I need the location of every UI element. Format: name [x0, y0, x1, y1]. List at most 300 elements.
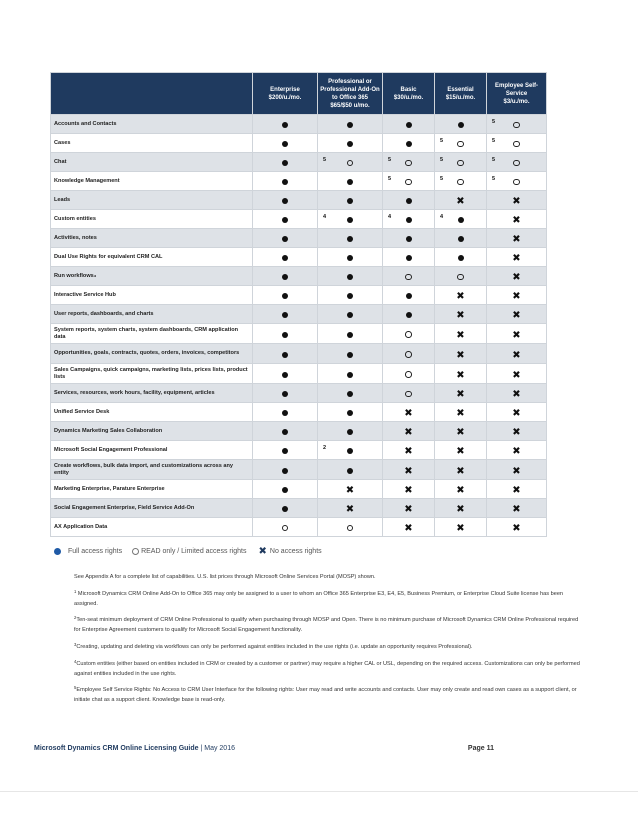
table-row [51, 153, 547, 172]
access-cell [435, 480, 487, 499]
feature-label: Run workflows₃ [51, 267, 253, 286]
header-blank [51, 73, 253, 115]
table-row [51, 460, 547, 480]
full-access-icon [282, 141, 288, 147]
footnote-ref: 5 [323, 157, 327, 163]
access-cell [487, 229, 547, 248]
access-cell [435, 134, 487, 153]
full-access-icon [347, 198, 353, 204]
full-access-icon [347, 217, 353, 223]
access-cell [435, 460, 487, 480]
access-cell [253, 172, 318, 191]
table-row [51, 229, 547, 248]
access-cell [383, 324, 435, 344]
no-access-icon: ✖ [345, 504, 355, 515]
access-cell [487, 305, 547, 324]
read-only-icon [457, 160, 464, 167]
access-cell [318, 115, 383, 134]
footnote-ref: 5 [492, 176, 496, 182]
feature-label: Custom entities [51, 210, 253, 229]
full-access-icon [282, 217, 288, 223]
full-access-icon [458, 217, 464, 223]
access-cell [253, 229, 318, 248]
full-access-icon [347, 391, 353, 397]
access-cell [318, 229, 383, 248]
full-access-icon [282, 468, 288, 474]
access-cell [435, 153, 487, 172]
full-access-icon [282, 160, 288, 166]
access-cell [435, 364, 487, 384]
full-access-icon [406, 255, 412, 261]
full-access-icon [406, 236, 412, 242]
access-cell [318, 267, 383, 286]
page-footer [34, 745, 494, 752]
read-only-icon [405, 331, 412, 338]
full-access-icon [347, 122, 353, 128]
read-only-icon [405, 371, 412, 378]
access-cell [318, 172, 383, 191]
matrix-body [51, 115, 547, 537]
table-row [51, 324, 547, 344]
feature-label: AX Application Data [51, 518, 253, 537]
access-cell [253, 210, 318, 229]
table-row [51, 344, 547, 364]
access-cell [318, 384, 383, 403]
full-access-icon [406, 217, 412, 223]
access-cell [487, 324, 547, 344]
access-cell [318, 134, 383, 153]
access-cell [435, 172, 487, 191]
no-access-icon: ✖ [404, 446, 413, 457]
access-cell [383, 499, 435, 518]
access-cell [318, 441, 383, 460]
feature-label: Leads [51, 191, 253, 210]
full-access-icon [282, 122, 288, 128]
footnote-ref: 5 [440, 138, 444, 144]
access-cell [435, 305, 487, 324]
table-row [51, 403, 547, 422]
access-cell [318, 324, 383, 344]
read-only-icon [405, 179, 412, 186]
feature-label: Knowledge Management [51, 172, 253, 191]
access-cell [253, 153, 318, 172]
full-access-icon [282, 487, 288, 493]
access-cell [487, 384, 547, 403]
feature-label: Services, resources, work hours, facility, equipment, articles [51, 384, 253, 403]
header-essential: Essential $15/u./mo. [435, 73, 487, 115]
full-access-icon [282, 372, 288, 378]
table-row [51, 210, 547, 229]
legend-none-label: No access rights [269, 547, 322, 555]
read-only-icon [282, 525, 289, 532]
no-access-icon: ✖ [456, 349, 465, 361]
header-row [51, 73, 547, 115]
access-cell [318, 191, 383, 210]
no-access-icon: ✖ [512, 291, 521, 302]
access-cell [487, 441, 547, 460]
access-cell [253, 364, 318, 384]
full-access-icon [282, 198, 288, 204]
access-cell [318, 460, 383, 480]
full-access-icon [347, 448, 353, 454]
read-only-icon [513, 160, 520, 167]
full-access-icon [406, 198, 412, 204]
no-access-icon: ✖ [512, 329, 521, 341]
footnote-ref: 4 [388, 214, 392, 220]
footnotes [74, 573, 584, 710]
footnote-ref: 5 [492, 138, 496, 144]
feature-label: Opportunities, goals, contracts, quotes, orders, invoices, competitors [51, 344, 253, 364]
full-access-icon [347, 332, 353, 338]
table-row [51, 191, 547, 210]
access-cell [383, 286, 435, 305]
feature-label: Accounts and Contacts [51, 115, 253, 134]
read-only-icon [513, 179, 520, 186]
read-only-icon [347, 525, 354, 532]
read-only-icon [513, 122, 520, 129]
access-cell [487, 286, 547, 305]
access-cell [318, 344, 383, 364]
no-access-icon: ✖ [512, 215, 521, 226]
access-cell [383, 172, 435, 191]
access-cell [383, 248, 435, 267]
no-access-icon: ✖ [456, 446, 465, 457]
access-cell [487, 248, 547, 267]
footnote-ref: 5 [492, 157, 496, 163]
footnote-ref: 5 [492, 119, 496, 125]
read-only-icon [132, 548, 139, 555]
full-access-icon [347, 141, 353, 147]
access-cell [318, 518, 383, 537]
no-access-icon: ✖ [512, 523, 521, 534]
full-access-icon [347, 236, 353, 242]
access-cell [318, 364, 383, 384]
access-cell [253, 286, 318, 305]
header-employee-self-service: Employee Self-Service $3/u./mo. [487, 73, 547, 115]
read-only-icon [513, 141, 520, 148]
read-only-icon [405, 160, 412, 167]
feature-label: Dynamics Marketing Sales Collaboration [51, 422, 253, 441]
access-cell [435, 210, 487, 229]
footnote-ref: 5 [440, 176, 444, 182]
full-access-icon [347, 293, 353, 299]
table-row [51, 480, 547, 499]
access-cell [253, 324, 318, 344]
header-enterprise: Enterprise $200/u./mo. [253, 73, 318, 115]
page-number: Page 11 [467, 745, 494, 752]
no-access-icon: ✖ [456, 196, 465, 207]
no-access-icon: ✖ [456, 485, 465, 496]
access-cell [383, 210, 435, 229]
read-only-icon [457, 274, 464, 281]
access-cell [318, 210, 383, 229]
access-cell [383, 267, 435, 286]
full-access-icon [347, 468, 353, 474]
access-cell [318, 403, 383, 422]
full-access-icon [282, 236, 288, 242]
table-row [51, 248, 547, 267]
access-cell [383, 153, 435, 172]
full-access-icon [282, 352, 288, 358]
read-only-icon [405, 274, 412, 281]
full-access-icon [54, 548, 61, 555]
full-access-icon [282, 274, 288, 280]
footnote-ref: 5 [440, 157, 444, 163]
footnote-3: $^3$Creating, updating and deleting via workflows can only be performed against entities included in the use rights (i.e. update an opportunity requires Professional). [74, 641, 473, 650]
access-cell [383, 191, 435, 210]
access-cell [253, 305, 318, 324]
legend-read-label: READ only / Limited access rights [141, 547, 247, 555]
table-row [51, 422, 547, 441]
access-cell [487, 403, 547, 422]
full-access-icon [282, 391, 288, 397]
access-cell [487, 518, 547, 537]
no-access-icon: ✖ [512, 234, 521, 245]
no-access-icon: ✖ [512, 485, 521, 496]
access-cell [253, 384, 318, 403]
access-cell [253, 267, 318, 286]
table-row [51, 384, 547, 403]
no-access-icon: ✖ [512, 369, 521, 381]
access-cell [435, 441, 487, 460]
no-access-icon: ✖ [258, 545, 267, 557]
access-cell [383, 422, 435, 441]
access-cell [253, 344, 318, 364]
feature-label: Social Engagement Enterprise, Field Service Add-On [51, 499, 253, 518]
no-access-icon: ✖ [456, 408, 465, 419]
access-cell [435, 267, 487, 286]
no-access-icon: ✖ [512, 253, 521, 264]
no-access-icon: ✖ [456, 389, 465, 400]
no-access-icon: ✖ [404, 504, 413, 515]
feature-label: Cases [51, 134, 253, 153]
access-cell [487, 480, 547, 499]
access-cell [253, 441, 318, 460]
access-cell [435, 403, 487, 422]
no-access-icon: ✖ [456, 523, 465, 534]
access-cell [253, 191, 318, 210]
full-access-icon [347, 410, 353, 416]
header-professional: Professional or Professional Add-On to Office 365 $65/$50 u/mo. [318, 73, 383, 115]
no-access-icon: ✖ [512, 272, 521, 283]
table-row [51, 115, 547, 134]
no-access-icon: ✖ [512, 446, 521, 457]
access-cell [487, 153, 547, 172]
full-access-icon [406, 141, 412, 147]
full-access-icon [406, 293, 412, 299]
feature-label: Unified Service Desk [51, 403, 253, 422]
access-cell [253, 499, 318, 518]
access-cell [318, 422, 383, 441]
legend-full-label: Full access rights [68, 547, 123, 555]
access-cell [253, 460, 318, 480]
feature-label: User reports, dashboards, and charts [51, 305, 253, 324]
access-cell [383, 441, 435, 460]
full-access-icon [347, 429, 353, 435]
table-row [51, 518, 547, 537]
full-access-icon [282, 179, 288, 185]
no-access-icon: ✖ [456, 504, 465, 515]
no-access-icon: ✖ [404, 485, 413, 496]
access-cell [383, 305, 435, 324]
no-access-icon: ✖ [456, 427, 465, 438]
no-access-icon: ✖ [456, 369, 465, 381]
full-access-icon [282, 332, 288, 338]
footnote-ref: 5 [388, 176, 392, 182]
access-cell [487, 115, 547, 134]
table-row [51, 441, 547, 460]
footnote-ref: 2 [323, 445, 327, 451]
no-access-icon: ✖ [512, 349, 521, 361]
full-access-icon [282, 312, 288, 318]
full-access-icon [458, 236, 464, 242]
table-row [51, 286, 547, 305]
footnote-5: $^5$Employee Self Service Rights: No Access to CRM User Interface for the following rights: User may read and write accounts and contacts. User may only create and read own cases as a support client, or initiate chat as a support client. Knowledge base is read-only. [74, 685, 577, 704]
access-cell [253, 518, 318, 537]
feature-label: Microsoft Social Engagement Professional [51, 441, 253, 460]
footnote-ref: 4 [323, 214, 327, 220]
access-cell [435, 229, 487, 248]
access-cell [253, 403, 318, 422]
feature-label: Sales Campaigns, quick campaigns, marketing lists, prices lists, product lists [51, 364, 253, 384]
access-cell [383, 384, 435, 403]
access-cell [318, 248, 383, 267]
access-cell [383, 460, 435, 480]
read-only-icon [457, 141, 464, 148]
feature-label: Dual Use Rights for equivalent CRM CAL [51, 248, 253, 267]
no-access-icon: ✖ [512, 465, 521, 477]
no-access-icon: ✖ [512, 408, 521, 419]
access-cell [487, 172, 547, 191]
access-cell [487, 499, 547, 518]
access-cell [487, 344, 547, 364]
access-cell [435, 518, 487, 537]
access-cell [383, 229, 435, 248]
full-access-icon [406, 312, 412, 318]
licensing-matrix [50, 72, 547, 537]
access-cell [253, 248, 318, 267]
full-access-icon [347, 274, 353, 280]
no-access-icon: ✖ [456, 329, 465, 341]
access-cell [435, 344, 487, 364]
access-cell [435, 115, 487, 134]
no-access-icon: ✖ [456, 291, 465, 302]
access-cell [487, 191, 547, 210]
full-access-icon [282, 293, 288, 299]
footnote-intro: See Appendix A for a complete list of capabilities. U.S. list prices through Microsoft Online Services Portal (MOSP) shown. [74, 574, 376, 580]
read-only-icon [405, 351, 412, 358]
no-access-icon: ✖ [456, 465, 465, 477]
no-access-icon: ✖ [404, 427, 413, 438]
footnote-4: $^4$Custom entities (either based on entities included in CRM or created by a customer or partner) may require a higher CAL or USL, depending on the required access. Customizations can only be performed against entities included in the use rights. [74, 658, 580, 677]
access-cell [435, 248, 487, 267]
access-cell [383, 364, 435, 384]
full-access-icon [347, 179, 353, 185]
access-cell [435, 191, 487, 210]
full-access-icon [347, 255, 353, 261]
access-cell [253, 422, 318, 441]
no-access-icon: ✖ [404, 408, 413, 419]
no-access-icon: ✖ [404, 523, 413, 534]
access-cell [318, 305, 383, 324]
table-row [51, 499, 547, 518]
access-cell [487, 210, 547, 229]
no-access-icon: ✖ [512, 504, 521, 515]
full-access-icon [282, 410, 288, 416]
full-access-icon [347, 352, 353, 358]
legend [54, 545, 322, 557]
no-access-icon: ✖ [512, 389, 521, 400]
access-cell [487, 267, 547, 286]
access-cell [435, 324, 487, 344]
access-cell [253, 115, 318, 134]
table-row [51, 172, 547, 191]
full-access-icon [406, 122, 412, 128]
no-access-icon: ✖ [345, 485, 355, 496]
footnote-2: $^2$Ten-seat minimum deployment of CRM Online Professional to qualify when purchasing through MOSP and Open. There is no minimum purchase of Microsoft Dynamics CRM Online Professional required for Enterprise Agreement customers to qualify for Microsoft Social Engagement functionality. [74, 615, 579, 634]
full-access-icon [282, 506, 288, 512]
access-cell [383, 480, 435, 499]
no-access-icon: ✖ [512, 427, 521, 438]
header-basic: Basic $30/u./mo. [383, 73, 435, 115]
access-cell [383, 115, 435, 134]
footer-title: Microsoft Dynamics CRM Online Licensing Guide | May 2016 [34, 745, 235, 752]
full-access-icon [347, 312, 353, 318]
footnote-1: $^1$ Microsoft Dynamics CRM Online Add-On to Office 365 may only be assigned to a user to whom an Office 365 Enterprise E3, E4, E5, Business Premium, or Enterprise Cloud Suite license has been assigned. [74, 588, 564, 607]
table-row [51, 364, 547, 384]
access-cell [318, 286, 383, 305]
feature-label: Marketing Enterprise, Parature Enterprise [51, 480, 253, 499]
feature-label: Interactive Service Hub [51, 286, 253, 305]
read-only-icon [457, 179, 464, 186]
access-cell [435, 422, 487, 441]
no-access-icon: ✖ [404, 465, 413, 477]
feature-label: Chat [51, 153, 253, 172]
access-cell [318, 499, 383, 518]
access-cell [487, 422, 547, 441]
access-cell [383, 134, 435, 153]
access-cell [487, 364, 547, 384]
access-cell [383, 344, 435, 364]
full-access-icon [458, 122, 464, 128]
no-access-icon: ✖ [512, 196, 521, 207]
feature-label: System reports, system charts, system dashboards, CRM application data [51, 324, 253, 344]
full-access-icon [458, 255, 464, 261]
table-row [51, 134, 547, 153]
access-cell [487, 460, 547, 480]
table-row [51, 267, 547, 286]
access-cell [318, 480, 383, 499]
feature-label: Activities, notes [51, 229, 253, 248]
full-access-icon [282, 255, 288, 261]
read-only-icon [405, 391, 412, 398]
access-cell [383, 518, 435, 537]
no-access-icon: ✖ [512, 310, 521, 321]
footnote-ref: 4 [440, 214, 444, 220]
full-access-icon [282, 448, 288, 454]
access-cell [435, 499, 487, 518]
access-cell [487, 134, 547, 153]
access-cell [253, 134, 318, 153]
access-cell [435, 286, 487, 305]
feature-label: Create workflows, bulk data import, and customizations across any entity [51, 460, 253, 480]
access-cell [435, 384, 487, 403]
full-access-icon [282, 429, 288, 435]
no-access-icon: ✖ [456, 310, 465, 321]
footnote-ref: 5 [388, 157, 392, 163]
page-divider [0, 791, 638, 792]
access-cell [253, 480, 318, 499]
